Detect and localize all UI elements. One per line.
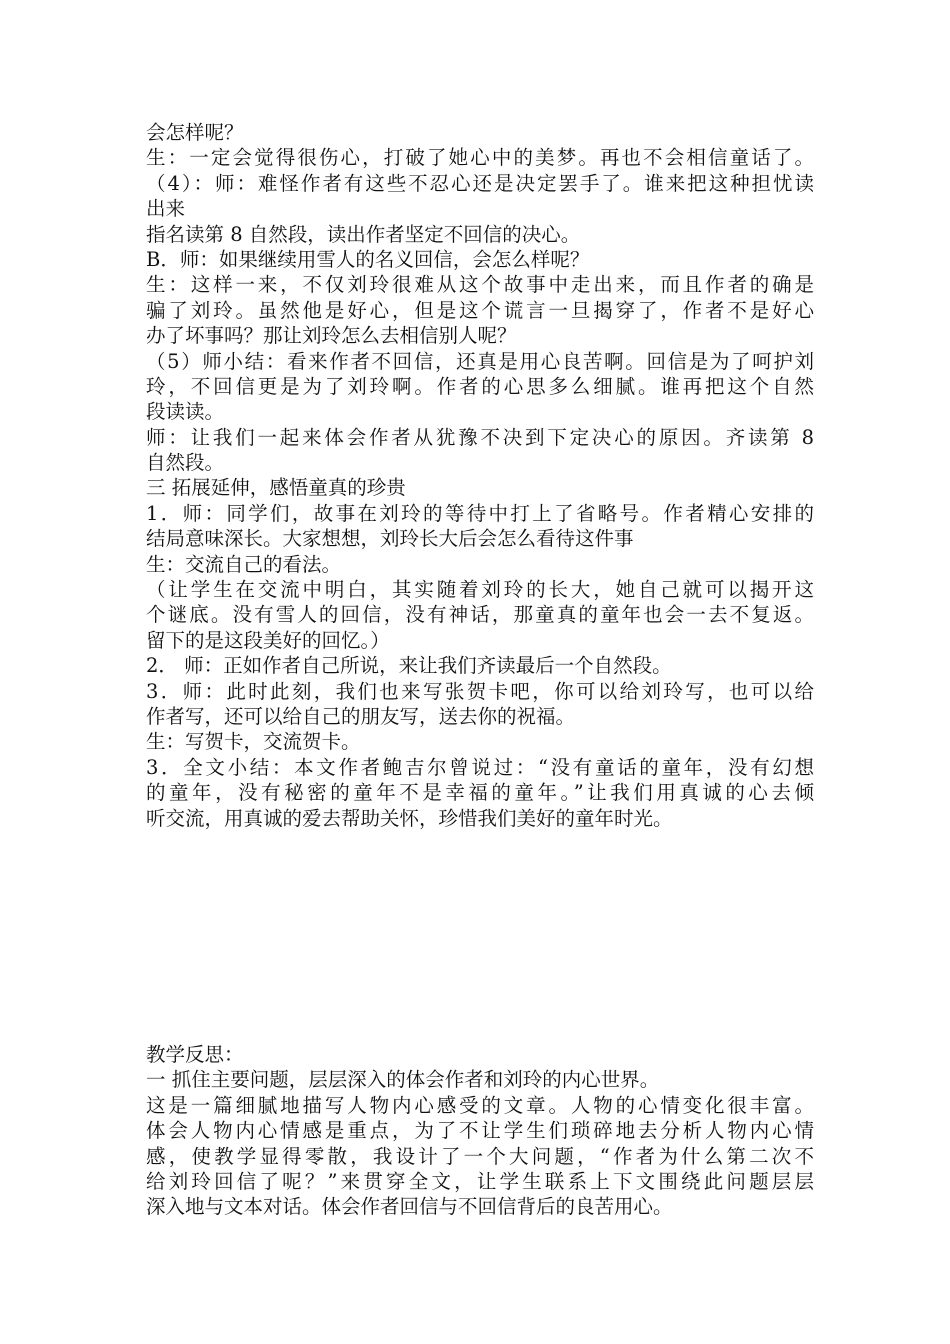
lesson-line: 生：一定会觉得很伤心，打破了她心中的美梦。再也不会相信童话了。: [146, 146, 814, 170]
lesson-line: 个谜底。没有雪人的回信，没有神话，那童真的童年也会一去不复返。: [146, 603, 814, 627]
lesson-line: 3．师：此时此刻，我们也来写张贺卡吧，你可以给刘玲写，也可以给: [146, 679, 814, 703]
reflection-line: 教学反思：: [146, 1043, 244, 1066]
lesson-line: 师：让我们一起来体会作者从犹豫不决到下定决心的原因。齐读第 8: [146, 425, 814, 449]
lesson-line: 结局意味深长。大家想想，刘玲长大后会怎么看待这件事: [146, 527, 634, 551]
lesson-line: 会怎样呢？: [146, 121, 244, 144]
lesson-line: 听交流，用真诚的爱去帮助关怀，珍惜我们美好的童年时光。: [146, 806, 673, 830]
lesson-line: 的童年，没有秘密的童年不是幸福的童年。”让我们用真诚的心去倾: [146, 781, 814, 805]
reflection-line: 深入地与文本对话。体会作者回信与不回信背后的良苦用心。: [146, 1195, 673, 1219]
lesson-line: 玲，不回信更是为了刘玲啊。作者的心思多么细腻。谁再把这个自然: [146, 374, 814, 398]
lesson-line: B．师：如果继续用雪人的名义回信，会怎么样呢？: [146, 247, 590, 271]
lesson-text-block: [146, 120, 814, 831]
lesson-line: 骗了刘玲。虽然他是好心，但是这个谎言一旦揭穿了，作者不是好心: [146, 298, 814, 322]
lesson-line: 办了坏事吗？那让刘玲怎么去相信别人呢？: [146, 324, 517, 348]
lesson-line: 出来: [146, 197, 186, 221]
reflection-line: 体会人物内心情感是重点，为了不让学生们琐碎地去分析人物内心情: [146, 1119, 814, 1143]
lesson-line: 作者写，还可以给自己的朋友写，送去你的祝福。: [146, 704, 576, 728]
lesson-line: 指名读第 8 自然段，读出作者坚定不回信的决心。: [146, 222, 581, 246]
lesson-line: （5）师小结：看来作者不回信，还真是用心良苦啊。回信是为了呵护刘: [146, 349, 814, 373]
lesson-line: 2． 师：正如作者自己所说，来让我们齐读最后一个自然段。: [146, 654, 672, 678]
lesson-line: 自然段。: [146, 451, 225, 475]
reflection-line: 给刘玲回信了呢？”来贯穿全文，让学生联系上下文围绕此问题层层: [146, 1169, 814, 1193]
lesson-line: 3．全文小结：本文作者鲍吉尔曾说过：“没有童话的童年，没有幻想: [146, 755, 814, 779]
lesson-line: 生：交流自己的看法。: [146, 552, 342, 576]
reflection-line: 感，使教学显得零散，我设计了一个大问题，“作者为什么第二次不: [146, 1144, 814, 1168]
lesson-line: 生：这样一来，不仅刘玲很难从这个故事中走出来，而且作者的确是: [146, 273, 814, 297]
lesson-line: 生：写贺卡，交流贺卡。: [146, 730, 361, 754]
reflection-line: 这是一篇细腻地描写人物内心感受的文章。人物的心情变化很丰富。: [146, 1093, 814, 1117]
lesson-line: 三 拓展延伸，感悟童真的珍贵: [146, 476, 406, 500]
lesson-line: 1．师：同学们，故事在刘玲的等待中打上了省略号。作者精心安排的: [146, 501, 814, 525]
lesson-line: （让学生在交流中明白，其实随着刘玲的长大，她自己就可以揭开这: [146, 578, 814, 602]
reflection-line: 一 抓住主要问题，层层深入的体会作者和刘玲的内心世界。: [146, 1068, 660, 1092]
lesson-line: 段读读。: [146, 400, 225, 424]
reflection-text-block: [146, 1042, 814, 1220]
lesson-line: 留下的是这段美好的回忆。）: [146, 628, 390, 652]
lesson-line: （4）：师：难怪作者有这些不忍心还是决定罢手了。谁来把这种担忧读: [146, 171, 814, 195]
